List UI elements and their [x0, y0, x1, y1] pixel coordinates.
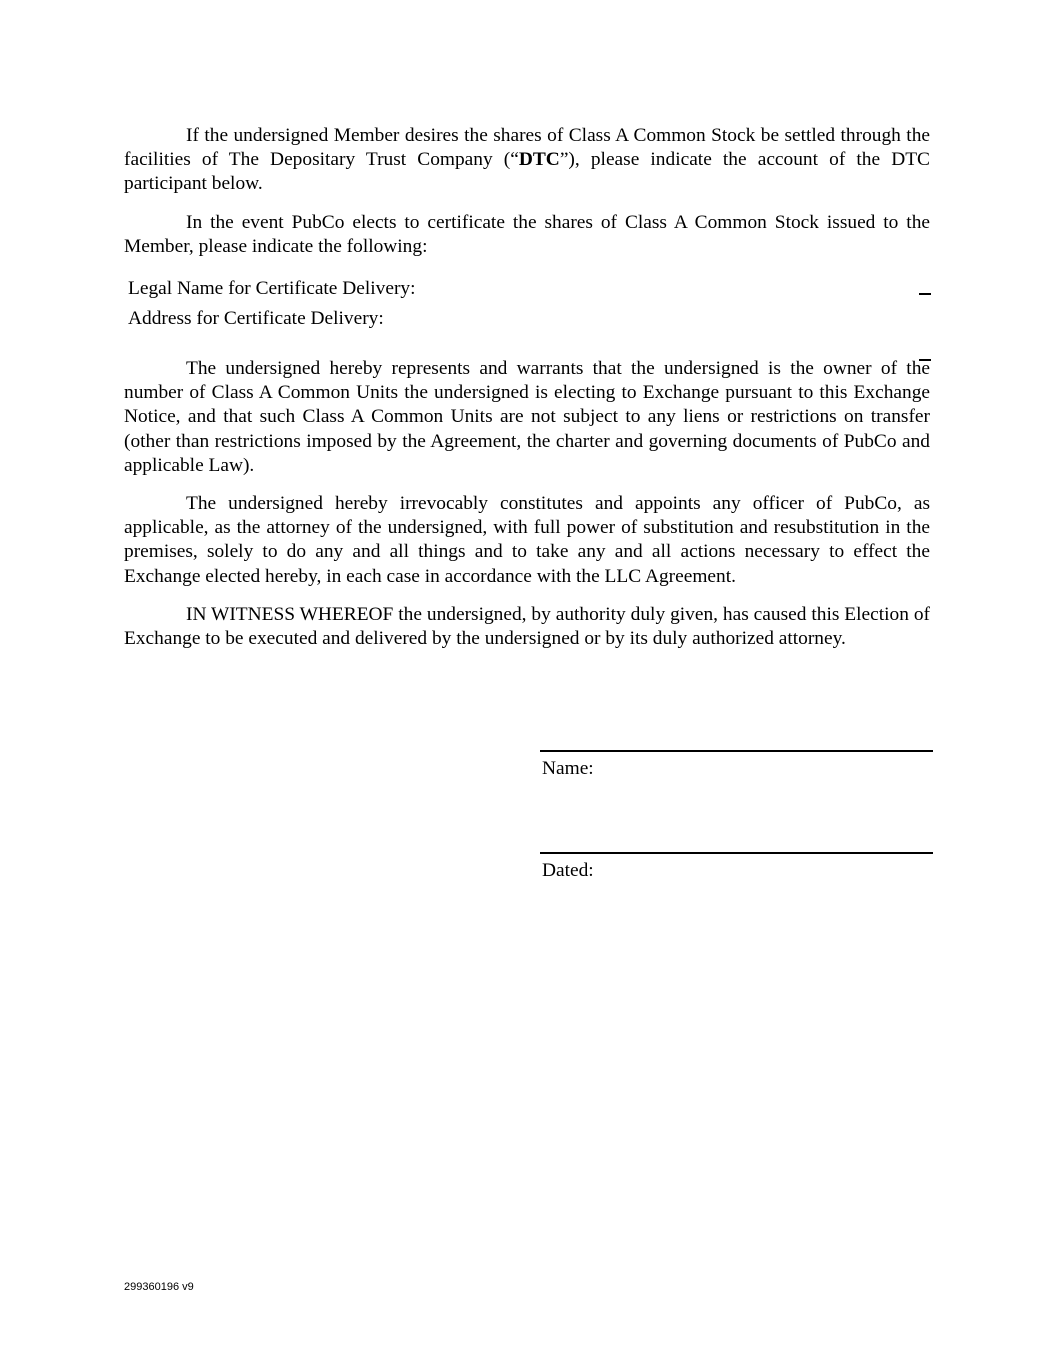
dated-label: Dated:	[542, 860, 594, 881]
dtc-defined-term: DTC	[518, 149, 560, 171]
address-blank-line[interactable]	[919, 359, 931, 361]
legal-name-label: Legal Name for Certificate Delivery:	[128, 278, 416, 300]
dtc-paragraph-text-after: ”), please indicate the account of the DTC participant below.	[124, 149, 930, 195]
legal-name-field	[128, 277, 930, 301]
legal-name-blank-line[interactable]	[919, 293, 931, 295]
name-signature-line[interactable]	[540, 750, 933, 752]
dated-signature-line[interactable]	[540, 852, 933, 854]
dtc-paragraph	[124, 124, 930, 197]
address-field	[128, 307, 930, 331]
witness-paragraph: IN WITNESS WHEREOF the undersigned, by authority duly given, has caused this Election of Exchange to be executed and delivered by the undersigned or by its duly authorized attorney.	[124, 603, 930, 650]
dated-signature-block	[540, 852, 933, 882]
document-id-footer: 299360196 v9	[124, 1281, 194, 1293]
document-body	[124, 124, 930, 665]
name-label: Name:	[542, 758, 594, 779]
represents-paragraph: The undersigned hereby represents and warrants that the undersigned is the owner of the number of Class A Common Units the undersigned is electing to Exchange pursuant to this Exchange Notice, and that such Class A Common Units are not subject to any liens or restrictions on transfer (other than restrictions imposed by the Agreement, the charter and governing documents of PubCo and applicable Law).	[124, 358, 930, 476]
address-label: Address for Certificate Delivery:	[128, 308, 384, 330]
appoints-paragraph: The undersigned hereby irrevocably constitutes and appoints any officer of PubCo, as applicable, as the attorney of the undersigned, with full power of substitution and resubstitution in the premises, solely to do any and all things and to take any and all actions necessary to effect the Exchange elected hereby, in each case in accordance with the LLC Agreement.	[124, 493, 930, 587]
name-signature-block	[540, 750, 933, 780]
certificate-fields	[124, 277, 930, 357]
dtc-paragraph-text-before: If the undersigned Member desires the shares of Class A Common Stock be settled through the facilities of The Depositary Trust Company (“	[124, 125, 930, 171]
certificate-paragraph: In the event PubCo elects to certificate the shares of Class A Common Stock issued to the Member, please indicate the following:	[124, 211, 930, 257]
